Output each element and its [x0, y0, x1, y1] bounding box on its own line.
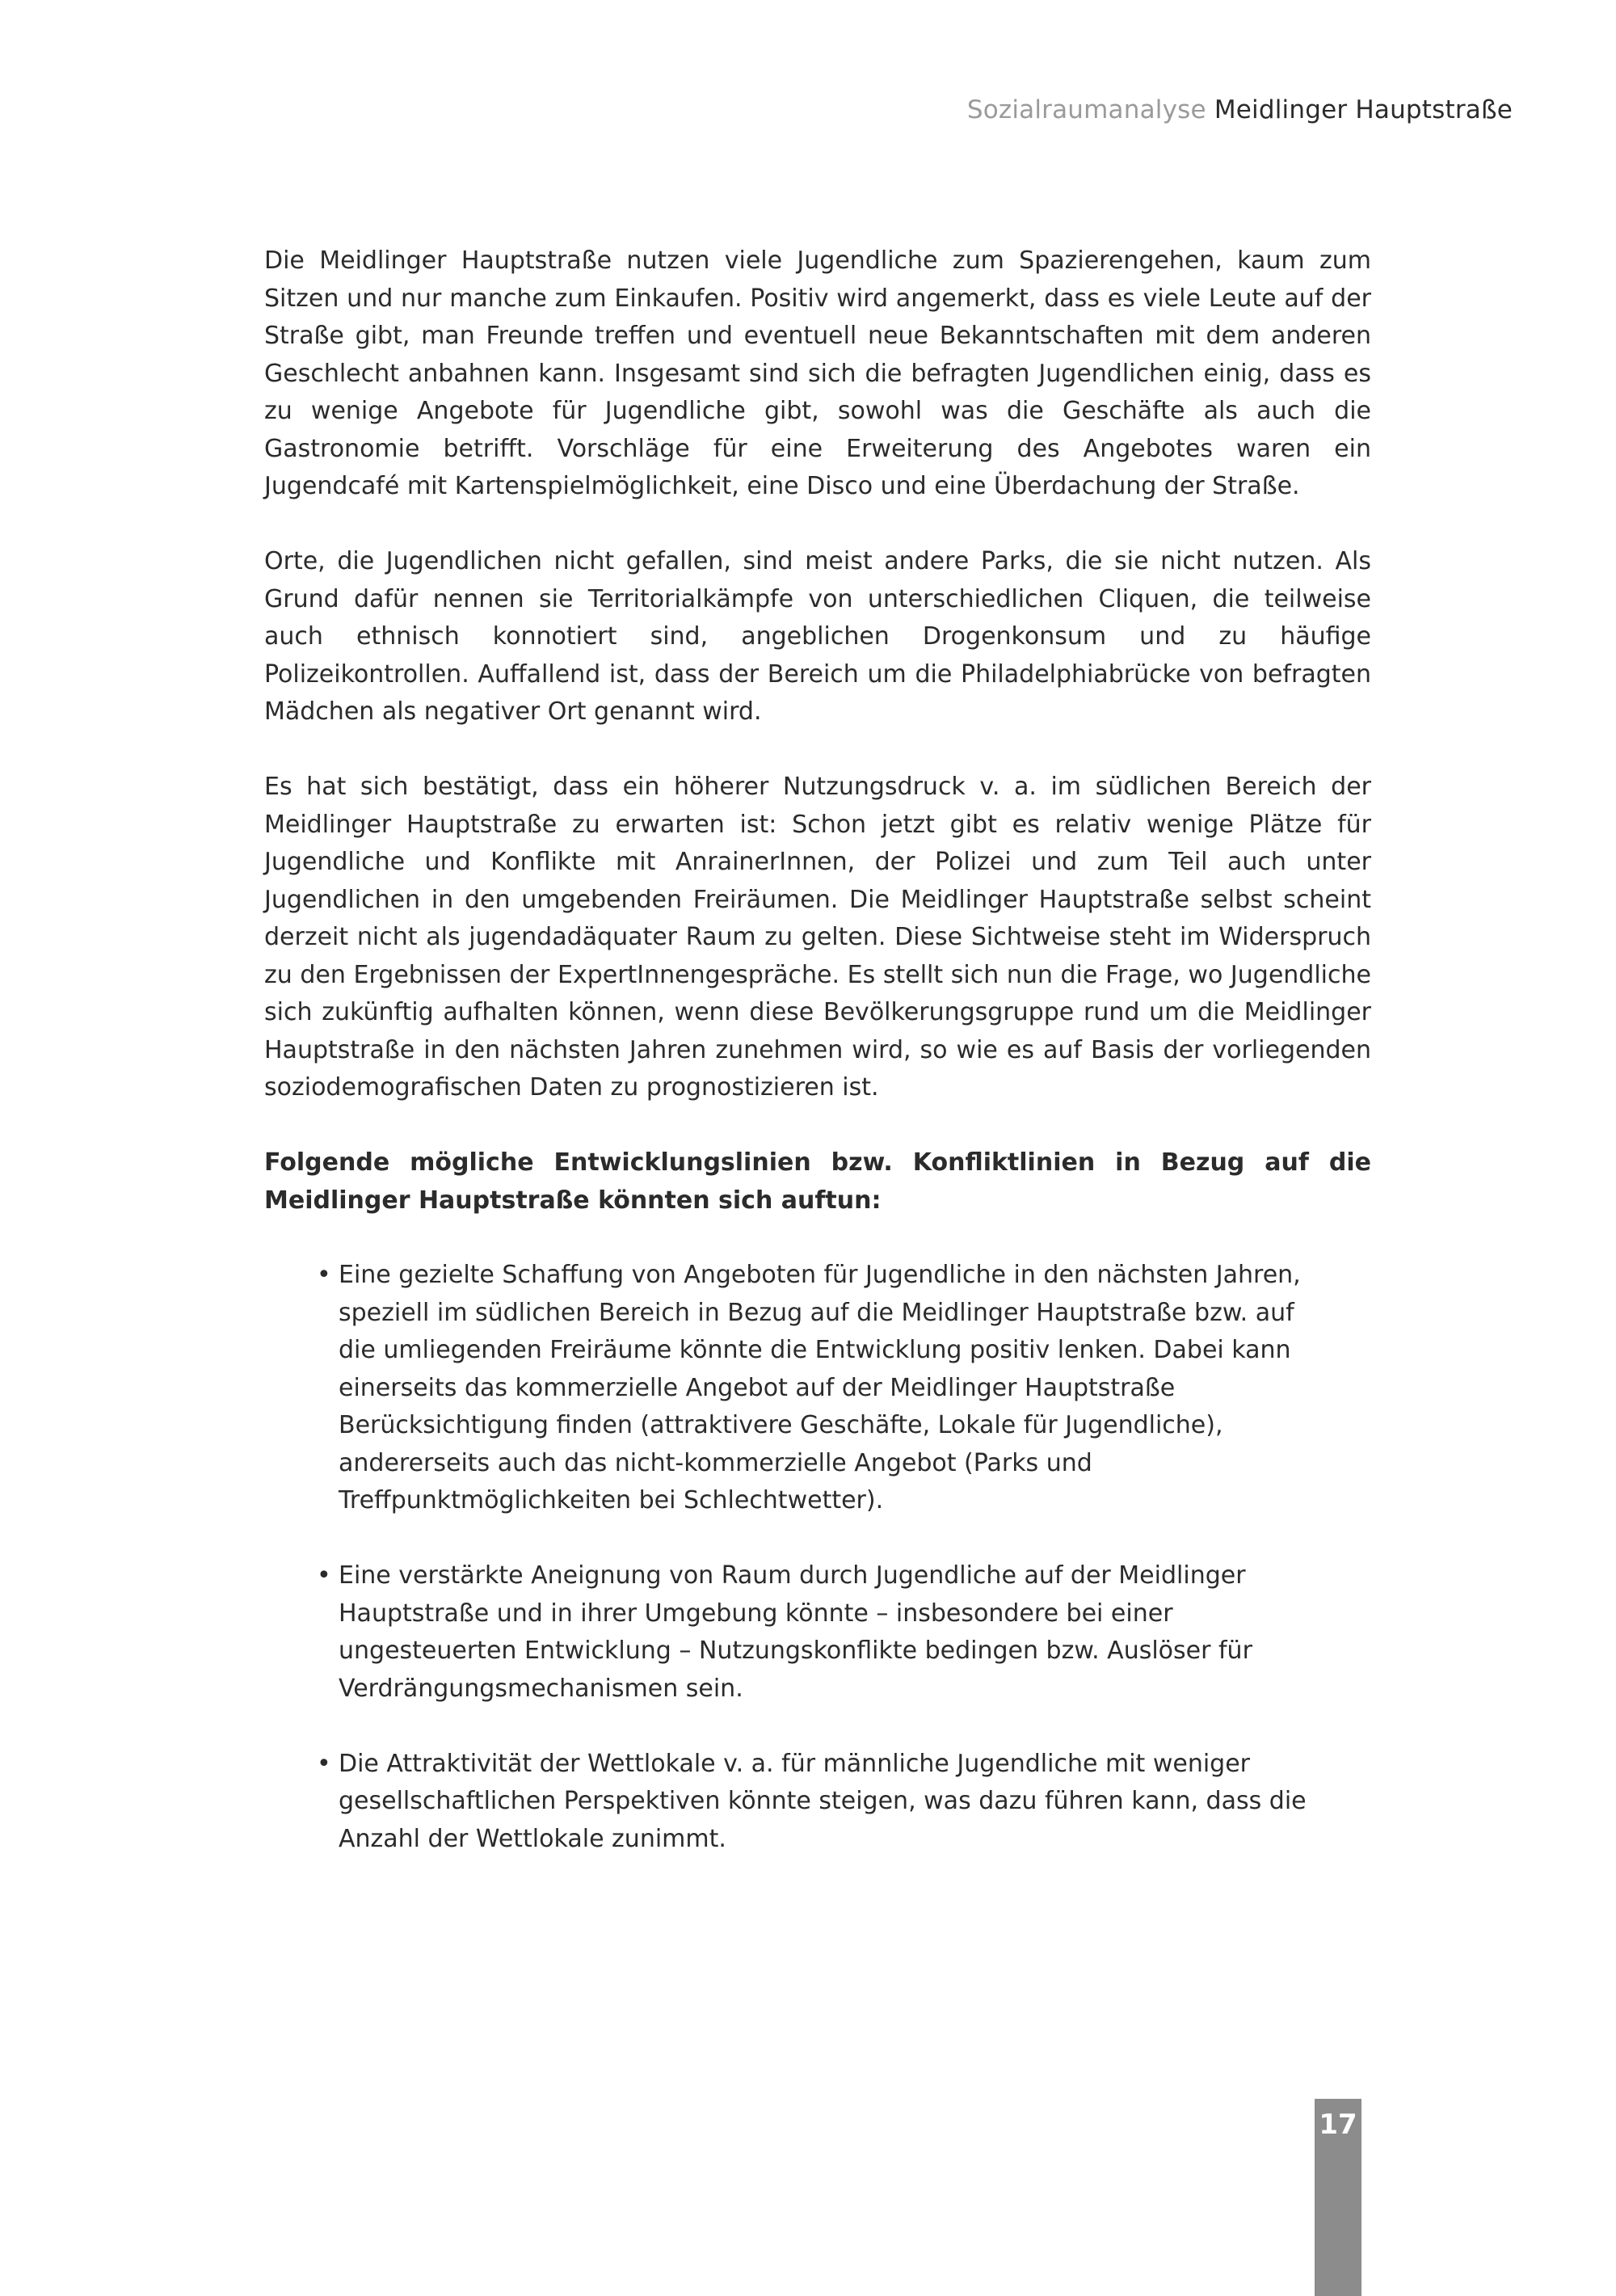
- list-item: [317, 1746, 1327, 1859]
- page-body: [264, 242, 1371, 1896]
- header-document-subject: Meidlinger Hauptstraße: [1214, 95, 1513, 124]
- page-number: 17: [1319, 2109, 1357, 2141]
- bullet-list: [264, 1257, 1327, 1858]
- body-paragraph: Die Meidlinger Hauptstraße nutzen viele Jugendliche zum Spazierengehen, kaum zum Sitzen und nur manche zum Einkaufen. Positiv wird angemerkt, dass es viele Leute auf der Straße gibt, man Freunde treffen und eventuell neue Bekanntschaften mit dem anderen Geschlecht anbahnen kann. Insgesamt sind sich die befragten Jugendlichen einig, dass es zu wenige Angebote für Jugendliche gibt, sowohl was die Geschäfte als auch die Gastronomie betrifft. Vorschläge für eine Erweiterung des Angebotes waren ein Jugendcafé mit Kartenspielmöglichkeit, eine Disco und eine Überdachung der Straße.: [264, 246, 1371, 500]
- page-number-tab: [1315, 2099, 1361, 2296]
- list-item: [317, 1257, 1327, 1520]
- list-item-text: Die Attraktivität der Wettlokale v. a. für männliche Jugendliche mit weniger gesellschaftlichen Perspektiven könnte steigen, was dazu führen kann, dass die Anzahl der Wettlokale zunimmt.: [339, 1749, 1307, 1853]
- body-paragraph: Es hat sich bestätigt, dass ein höherer Nutzungsdruck v. a. im südlichen Bereich der Meidlinger Hauptstraße zu erwarten ist: Schon jetzt gibt es relativ wenige Plätze für Jugendliche und Konflikte mit AnrainerInnen, der Polizei und zum Teil auch unter Jugendlichen in den umgebenden Freiräumen. Die Meidlinger Hauptstraße selbst scheint derzeit nicht als jugendadäquater Raum zu gelten. Diese Sichtweise steht im Widerspruch zu den Ergebnissen der ExpertInnengespräche. Es stellt sich nun die Frage, wo Jugendliche sich zukünftig aufhalten können, wenn diese Bevölkerungsgruppe rund um die Meidlinger Hauptstraße in den nächsten Jahren zunehmen wird, so wie es auf Basis der vorliegenden soziodemografischen Daten zu prognostizieren ist.: [264, 773, 1371, 1102]
- header-document-type: Sozialraumanalyse: [966, 95, 1206, 124]
- bullet-icon: •: [317, 1261, 331, 1289]
- list-item: [317, 1557, 1327, 1708]
- bullet-icon: •: [317, 1561, 331, 1590]
- body-paragraph: Orte, die Jugendlichen nicht gefallen, sind meist andere Parks, die sie nicht nutzen. Als Grund dafür nennen sie Territorialkämpfe von unterschiedlichen Cliquen, die teilweise auch ethnisch konnotiert sind, angeblichen Drogenkonsum und zu häufige Polizeikontrollen. Auffallend ist, dass der Bereich um die Philadelphiabrücke von befragten Mädchen als negativer Ort genannt wird.: [264, 547, 1371, 726]
- running-header: [967, 95, 1513, 124]
- list-item-text: Eine verstärkte Aneignung von Raum durch Jugendliche auf der Meidlinger Hauptstraße und in ihrer Umgebung könnte – insbesondere bei einer ungesteuerten Entwicklung – Nutzungskonflikte bedingen bzw. Auslöser für Verdrängungsmechanismen sein.: [339, 1561, 1252, 1703]
- bold-lead-in: Folgende mögliche Entwicklungslinien bzw. Konfliktlinien in Bezug auf die Meidlinger Hauptstraße könnten sich auftun:: [264, 1148, 1371, 1215]
- list-item-text: Eine gezielte Schaffung von Angeboten für Jugendliche in den nächsten Jahren, speziell im südlichen Bereich in Bezug auf die Meidlinger Hauptstraße bzw. auf die umliegenden Freiräume könnte die Entwicklung positiv lenken. Dabei kann einerseits das kommerzielle Angebot auf der Meidlinger Hauptstraße Berücksichtigung finden (attraktivere Geschäfte, Lokale für Jugendliche), andererseits auch das nicht-kommerzielle Angebot (Parks und Treffpunktmöglichkeiten bei Schlechtwetter).: [339, 1261, 1301, 1515]
- bullet-icon: •: [317, 1749, 331, 1778]
